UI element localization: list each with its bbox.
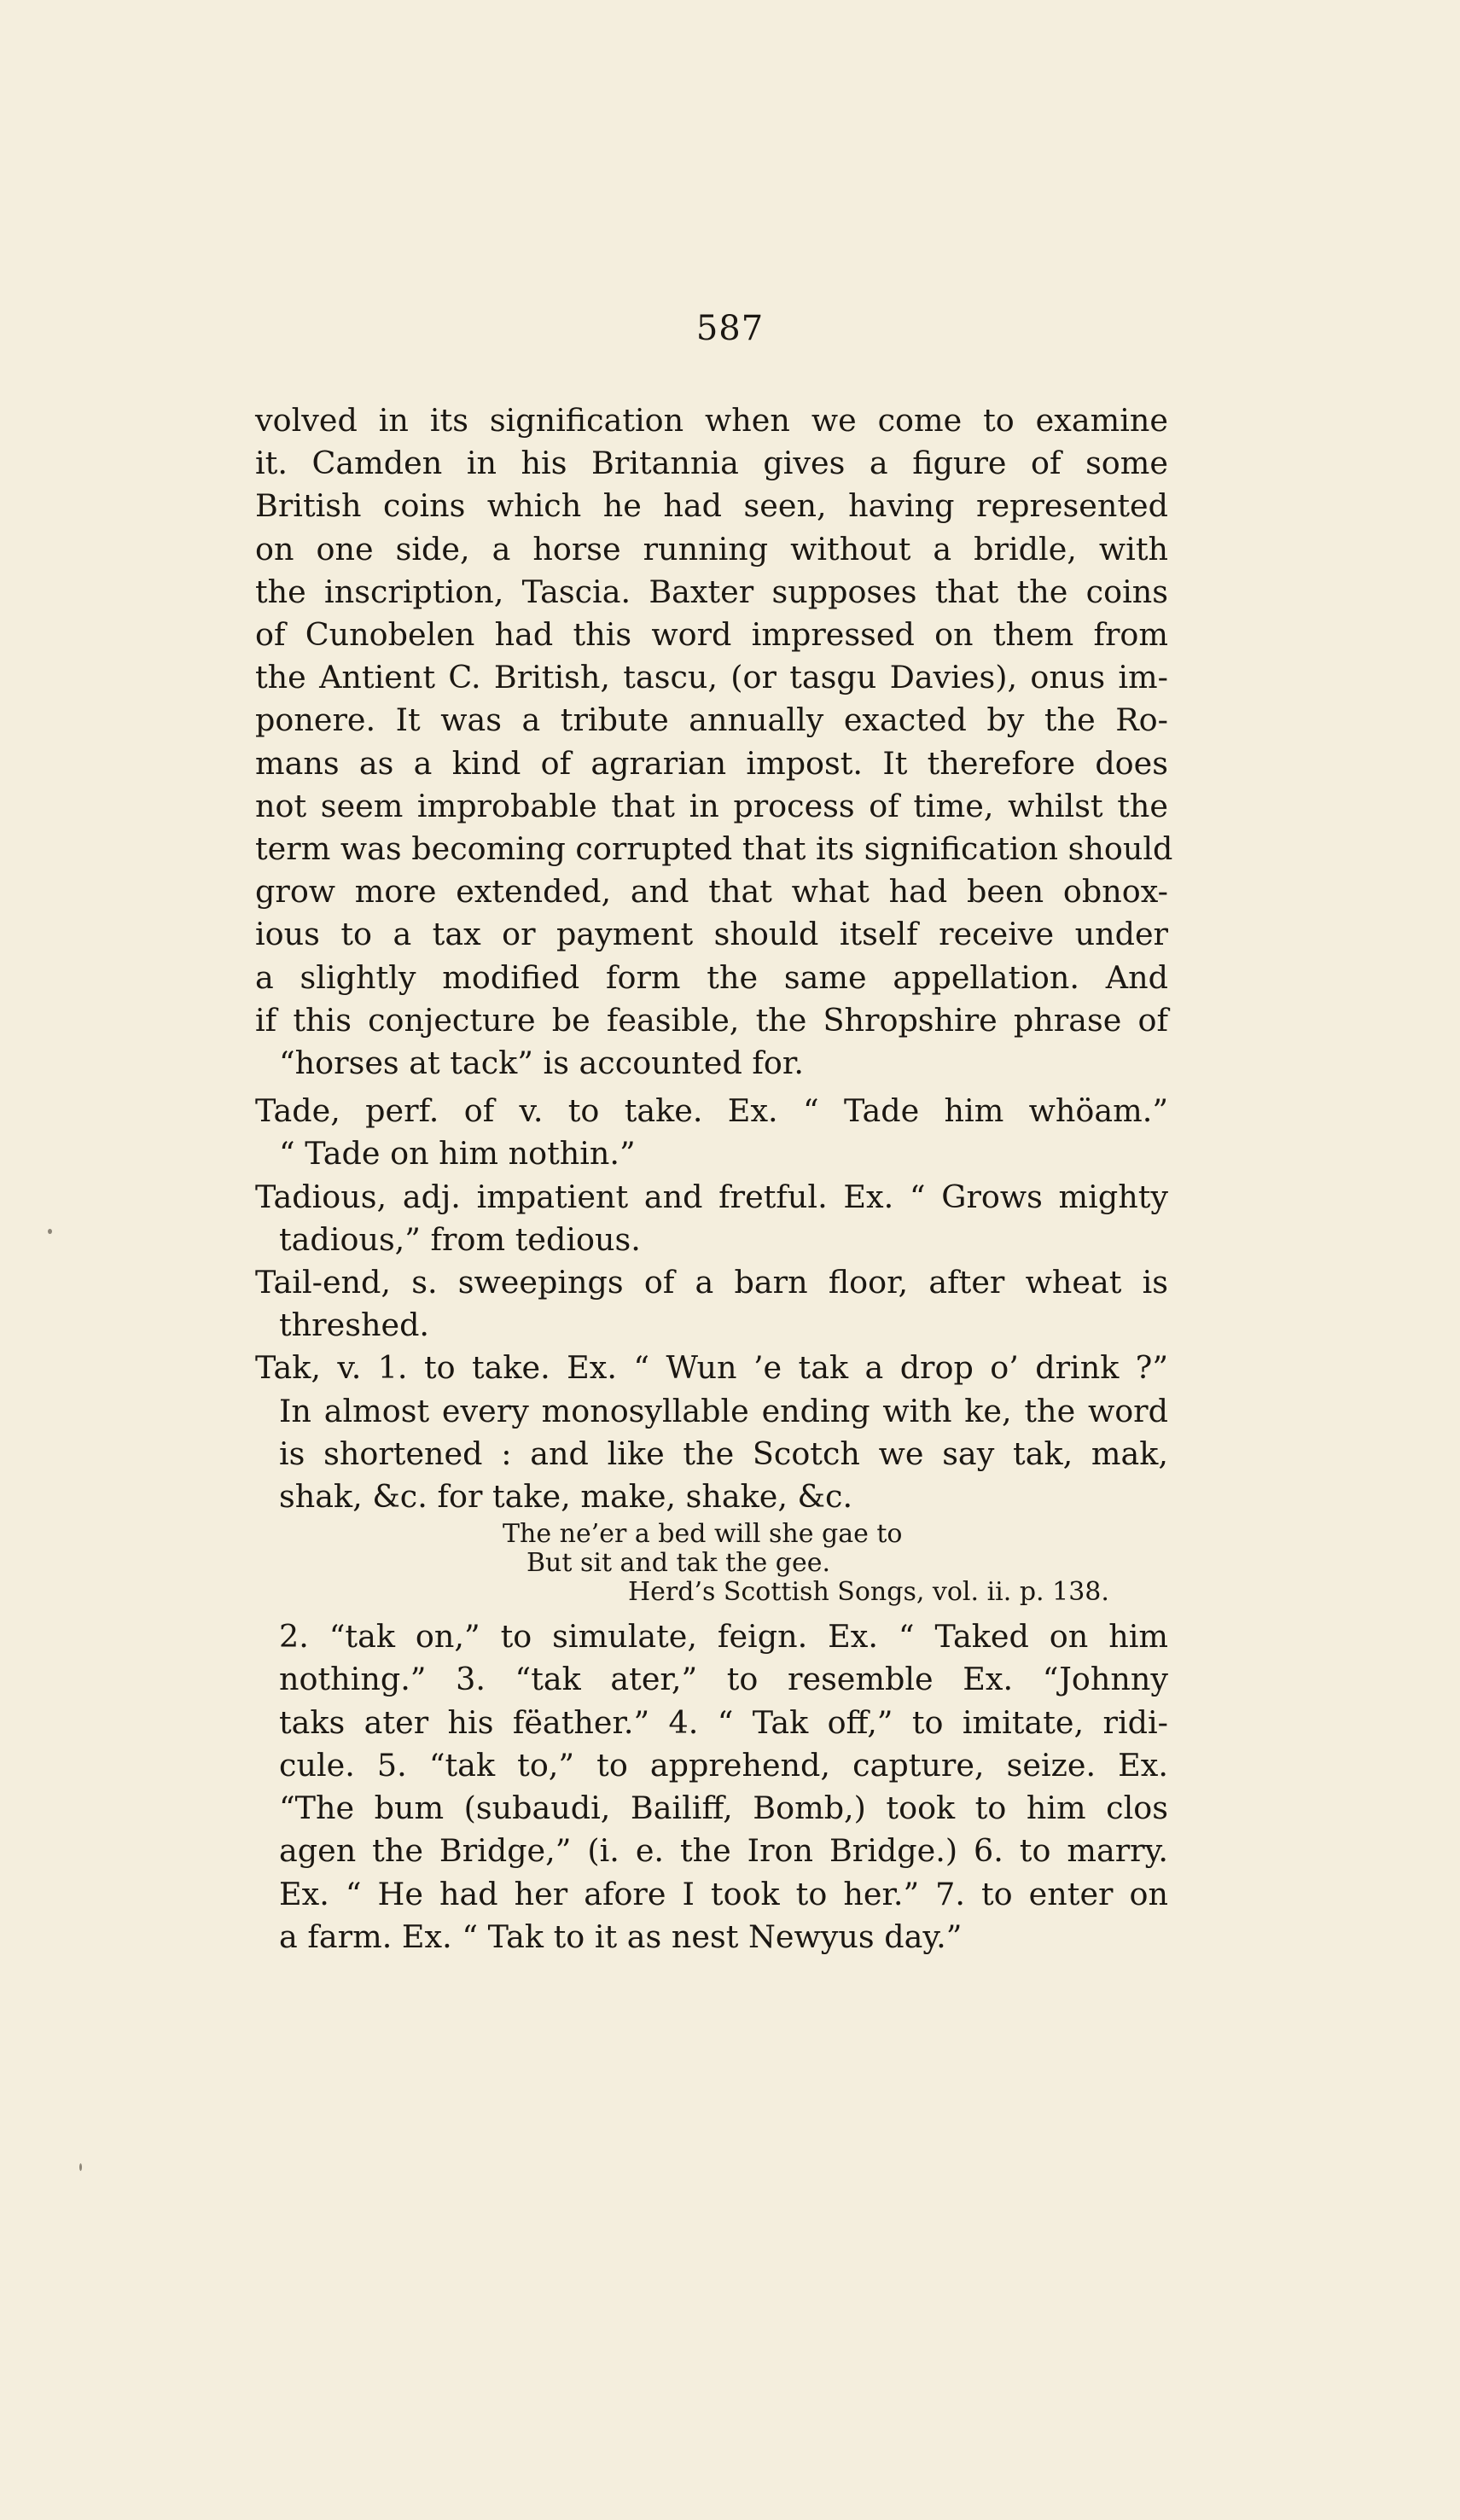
entry-line: threshed. (279, 1307, 430, 1344)
text-line: not seem improbable that in process of time, whilst the (255, 787, 1168, 824)
verse-line: But sit and tak the gee. (526, 1548, 831, 1579)
entry-tadious (255, 1176, 1168, 1261)
paper-speck (79, 2163, 82, 2171)
text-line: on one side, a horse running without a bridle, with (255, 530, 1168, 567)
verse-attribution: Herd’s Scottish Songs, vol. ii. p. 138. (628, 1577, 1109, 1608)
text-line: ponere. It was a tribute annually exacted by the Ro- (255, 701, 1168, 739)
entry-tade (255, 1090, 1168, 1175)
page-number: 587 (695, 309, 765, 348)
text-line: volved in its signification when we come to examine (255, 402, 1168, 439)
entry-tak (255, 1347, 1168, 1958)
text-line: of Cunobelen had this word impressed on them from (255, 616, 1168, 654)
entry-line: “ Tade on him nothin.” (279, 1135, 636, 1173)
sense-line: a farm. Ex. “ Tak to it as nest Newyus day.” (279, 1918, 963, 1955)
text-line: the Antient C. British, tascu, (or tasgu Davies), onus im- (255, 659, 1168, 696)
verse-quotation (255, 1520, 1168, 1607)
paper-speck (48, 1229, 52, 1234)
sense-line: “The bum (subaudi, Bailiff, Bomb,) took to him clos (279, 1790, 1168, 1827)
entry-line: Tak, v. 1. to take. Ex. “ Wun ’e tak a drop o’ drink ?” (255, 1349, 1168, 1387)
text-line: it. Camden in his Britannia gives a figure of some (255, 445, 1168, 482)
entry-tail-end (255, 1261, 1168, 1347)
sense-line: agen the Bridge,” (i. e. the Iron Bridge.) 6. to marry. (279, 1832, 1168, 1870)
sense-line: cule. 5. “tak to,” to apprehend, capture, seize. Ex. (279, 1746, 1168, 1784)
entry-line: In almost every monosyllable ending with ke, the word (279, 1392, 1168, 1429)
entry-line: is shortened : and like the Scotch we say tak, mak, (279, 1435, 1168, 1472)
entry-line: shak, &c. for take, make, shake, &c. (279, 1478, 853, 1516)
entry-line: tadious,” from tedious. (279, 1220, 641, 1258)
text-line: mans as a kind of agrarian impost. It therefore does (255, 744, 1168, 782)
text-line: the inscription, Tascia. Baxter supposes that the coins (255, 573, 1168, 610)
entry-line: Tail-end, s. sweepings of a barn floor, after wheat is (255, 1264, 1168, 1301)
sense-line: 2. “tak on,” to simulate, feign. Ex. “ Taked on him (279, 1618, 1168, 1656)
text-line: British coins which he had seen, having represented (255, 487, 1168, 525)
sense-line: taks ater his fëather.” 4. “ Tak off,” to imitate, ridi- (279, 1703, 1168, 1741)
text-line: “horses at tack” is accounted for. (279, 1045, 804, 1082)
sense-line: nothing.” 3. “tak ater,” to resemble Ex. “Johnny (279, 1661, 1168, 1698)
text-line: if this conjecture be feasible, the Shropshire phrase of (255, 1001, 1168, 1039)
verse-line: The ne’er a bed will she gae to (503, 1519, 903, 1550)
text-line: term was becoming corrupted that its signification should (255, 830, 1173, 868)
tak-senses (255, 1615, 1168, 1958)
text-line: grow more extended, and that what had been obnox- (255, 873, 1168, 911)
continuation-paragraph (255, 399, 1173, 1085)
dictionary-text (255, 399, 1173, 1958)
sense-line: Ex. “ He had her afore I took to her.” 7. to enter on (279, 1875, 1168, 1912)
entry-line: Tadious, adj. impatient and fretful. Ex. “ Grows mighty (255, 1178, 1168, 1215)
text-line: a slightly modified form the same appellation. And (255, 958, 1168, 996)
text-line: ious to a tax or payment should itself receive under (255, 916, 1168, 953)
entry-line: Tade, perf. of v. to take. Ex. “ Tade him whöam.” (255, 1092, 1168, 1130)
